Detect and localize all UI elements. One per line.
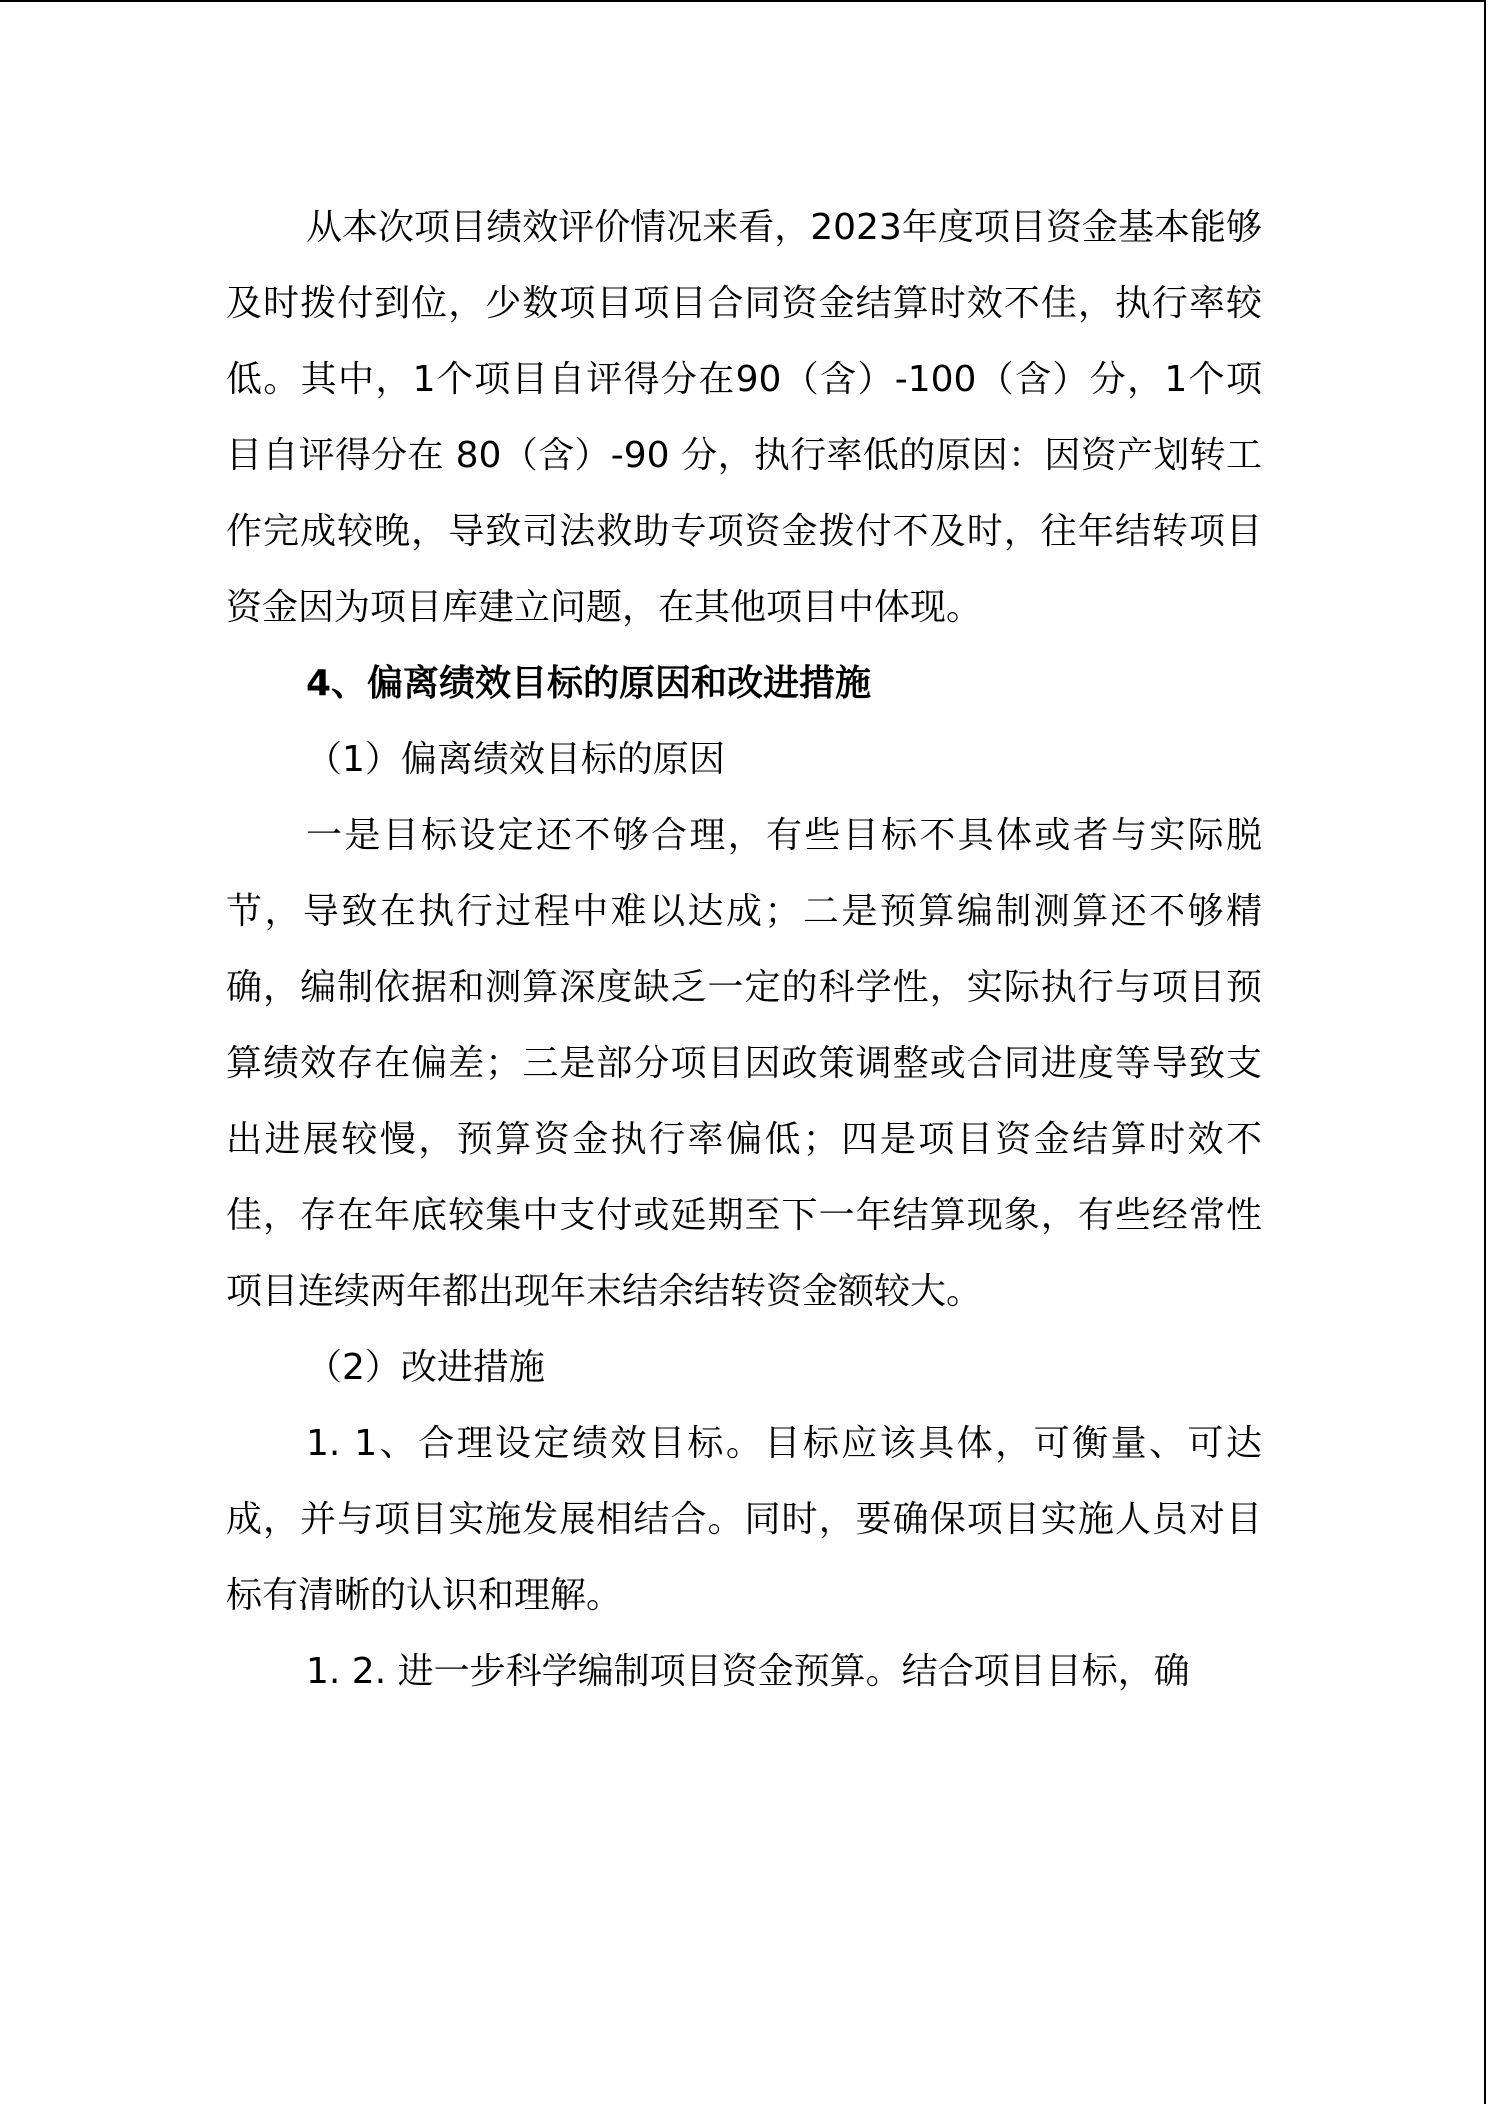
- subheading-improvement-measures: （2）改进措施: [306, 1347, 545, 1388]
- paragraph-deviation-causes: 一是目标设定还不够合理，有些目标不具体或者与实际脱节，导致在执行过程中难以达成；二是预算编制测算还不够精确，编制依据和测算深度缺乏一定的科学性，实际执行与项目预算绩效存在偏差；三是部分项目因政策调整或合同进度等导致支出进展较慢，预算资金执行率偏低；四是项目资金结算时效不佳，存在年底较集中支付或延期至下一年结算现象，有些经常性项目连续两年都出现年末结余结转资金额较大。: [226, 815, 1262, 1312]
- subheading-deviation-causes: （1）偏离绩效目标的原因: [306, 739, 725, 780]
- document-body: [226, 190, 1262, 1710]
- paragraph-measure-1-1: 1. 1、合理设定绩效目标。目标应该具体，可衡量、可达成，并与项目实施发展相结合。同时，要确保项目实施人员对目标有清晰的认识和理解。: [226, 1423, 1262, 1616]
- paragraph-measure-1-2: 1. 2. 进一步科学编制项目资金预算。结合项目目标，确: [306, 1651, 1190, 1692]
- section-heading-deviation-causes-and-measures: 4、偏离绩效目标的原因和改进措施: [306, 663, 872, 704]
- paragraph-evaluation-summary: 从本次项目绩效评价情况来看，2023年度项目资金基本能够及时拨付到位，少数项目项目合同资金结算时效不佳，执行率较低。其中，1个项目自评得分在90（含）-100（含）分，1个项目自评得分在 80（含）-90 分，执行率低的原因：因资产划转工作完成较晚，导致司法救助专项资金拨付不及时，往年结转项目资金因为项目库建立问题，在其他项目中体现。: [226, 207, 1262, 628]
